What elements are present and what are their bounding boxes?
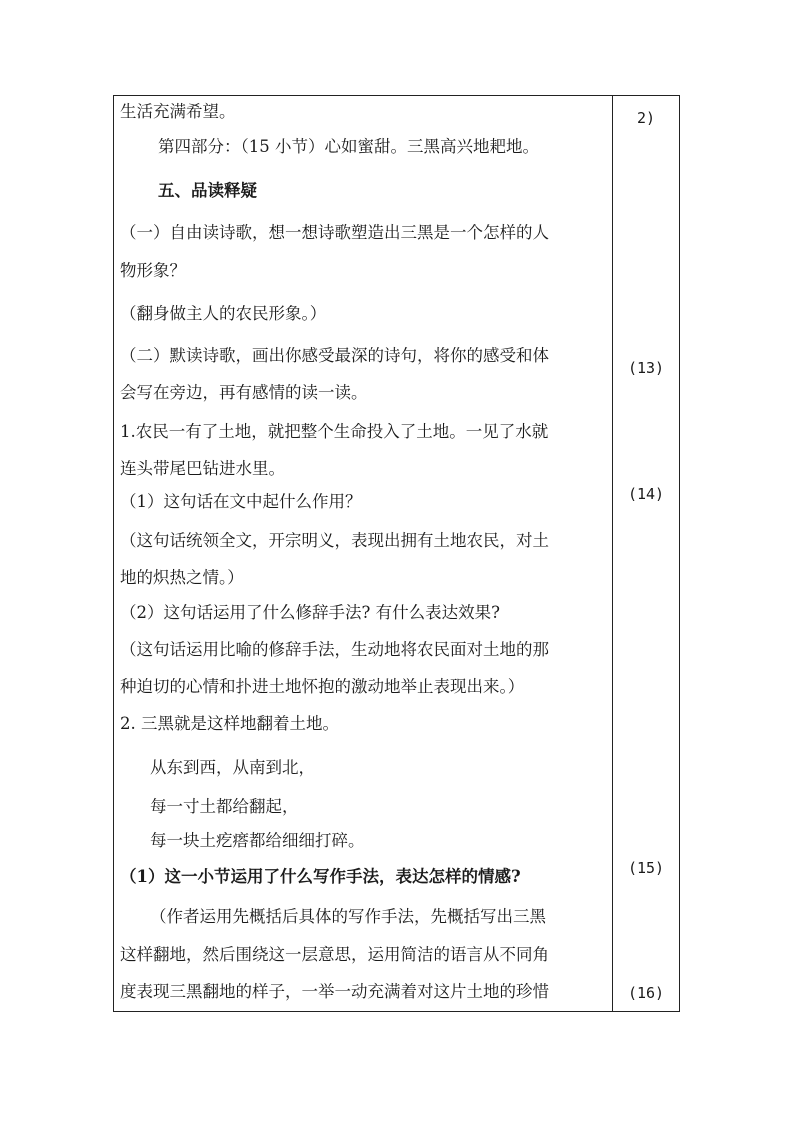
question-line: 会写在旁边，再有感情的读一读。 bbox=[120, 383, 368, 402]
question-line: （1）这一小节运用了什么写作手法，表达怎样的情感? bbox=[120, 867, 521, 886]
poem-line: 每一块土疙瘩都给细细打碎。 bbox=[150, 831, 365, 850]
question-line: （一）自由读诗歌，想一想诗歌塑造出三黑是一个怎样的人 bbox=[120, 223, 549, 242]
answer-line: （作者运用先概括后具体的写作手法，先概括写出三黑 bbox=[150, 907, 546, 926]
question-line: （1）这句话在文中起什么作用？ bbox=[120, 492, 362, 511]
side-note: 2) bbox=[636, 109, 656, 127]
section-line: 第四部分：（15 小节）心如蜜甜。三黑高兴地耙地。 bbox=[158, 137, 539, 156]
side-note: (15) bbox=[627, 859, 665, 877]
quote-line: 2. 三黑就是这样地翻着土地。 bbox=[120, 714, 339, 733]
poem-line: 每一寸土都给翻起， bbox=[150, 797, 299, 816]
side-note: (14) bbox=[627, 485, 665, 503]
quote-line: 1.农民一有了土地，就把整个生命投入了土地。一见了水就 bbox=[120, 422, 549, 441]
question-line: （二）默读诗歌，画出你感受最深的诗句，将你的感受和体 bbox=[120, 346, 549, 365]
answer-line: （这句话运用比喻的修辞手法，生动地将农民面对土地的那 bbox=[120, 640, 549, 659]
answer-line: （翻身做主人的农民形象。） bbox=[120, 304, 327, 323]
side-note: (13) bbox=[627, 359, 665, 377]
column-divider bbox=[612, 95, 613, 1012]
quote-line: 连头带尾巴钻进水里。 bbox=[120, 459, 285, 478]
question-line: 物形象？ bbox=[120, 261, 186, 280]
poem-line: 从东到西，从南到北， bbox=[150, 758, 315, 777]
answer-line: （这句话统领全文，开宗明义，表现出拥有土地农民，对土 bbox=[120, 531, 549, 550]
answer-line: 度表现三黑翻地的样子，一举一动充满着对这片土地的珍惜 bbox=[120, 982, 549, 1001]
answer-line: 这样翻地，然后围绕这一层意思，运用简洁的语言从不同角 bbox=[120, 945, 549, 964]
text-line: 生活充满希望。 bbox=[120, 102, 236, 121]
answer-line: 地的炽热之情。） bbox=[120, 568, 244, 587]
answer-line: 种迫切的心情和扑进土地怀抱的激动地举止表现出来。） bbox=[120, 677, 525, 696]
section-heading: 五、品读释疑 bbox=[158, 181, 257, 200]
side-note: (16) bbox=[627, 984, 665, 1002]
question-line: （2）这句话运用了什么修辞手法? 有什么表达效果? bbox=[120, 603, 500, 622]
